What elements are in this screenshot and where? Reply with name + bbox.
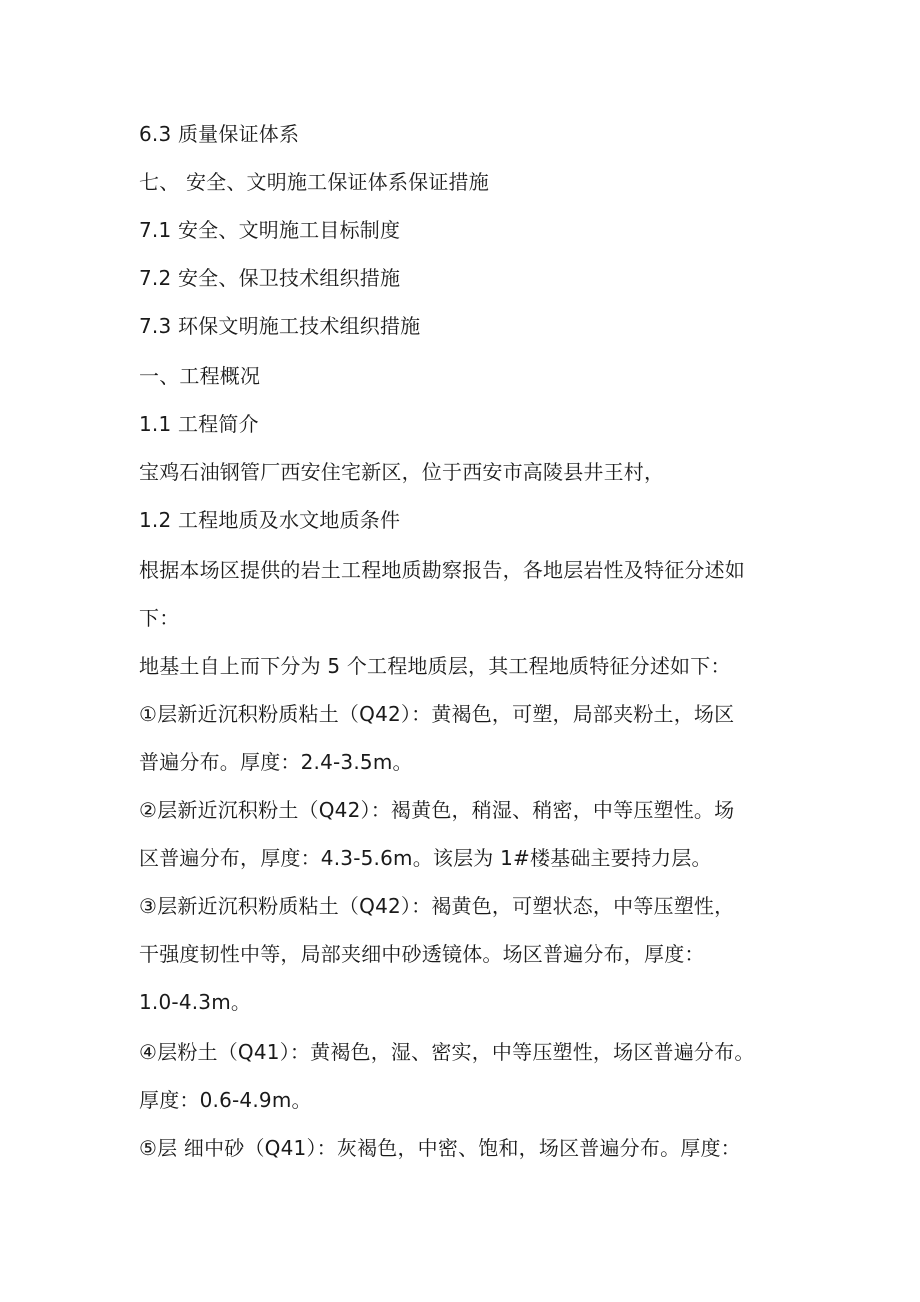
paragraph-line: ⑤层 细中砂（Q41）：灰褐色，中密、饱和，场区普遍分布。厚度： — [139, 1136, 741, 1160]
paragraph-line: 宝鸡石油钢管厂西安住宅新区，位于西安市高陵县井王村， — [139, 460, 665, 484]
paragraph-line: 根据本场区提供的岩土工程地质勘察报告，各地层岩性及特征分述如 — [139, 558, 745, 582]
paragraph-line: 1.0-4.3m。 — [139, 990, 252, 1014]
toc-line-7-3: 7.3 环保文明施工技术组织措施 — [139, 314, 421, 338]
paragraph-line: ③层新近沉积粉质粘土（Q42）：褐黄色，可塑状态，中等压塑性， — [139, 894, 735, 918]
toc-line-7-1: 7.1 安全、文明施工目标制度 — [139, 218, 401, 242]
section-heading-1: 一、工程概况 — [139, 364, 261, 388]
paragraph-line: ①层新近沉积粉质粘土（Q42）：黄褐色，可塑，局部夹粉土，场区 — [139, 702, 735, 726]
toc-line-chapter-7: 七、 安全、文明施工保证体系保证措施 — [139, 170, 489, 194]
paragraph-line: 厚度：0.6-4.9m。 — [139, 1088, 312, 1112]
paragraph-line: ②层新近沉积粉土（Q42）：褐黄色，稍湿、稍密，中等压塑性。场 — [139, 798, 735, 822]
subsection-heading-1-1: 1.1 工程简介 — [139, 412, 259, 436]
paragraph-line: 区普遍分布，厚度：4.3-5.6m。该层为 1#楼基础主要持力层。 — [139, 846, 712, 870]
paragraph-line: 干强度韧性中等，局部夹细中砂透镜体。场区普遍分布，厚度： — [139, 942, 705, 966]
paragraph-line: 普遍分布。厚度：2.4-3.5m。 — [139, 750, 413, 774]
toc-line-6-3: 6.3 质量保证体系 — [139, 122, 300, 146]
subsection-heading-1-2: 1.2 工程地质及水文地质条件 — [139, 508, 401, 532]
paragraph-line: 下： — [139, 606, 180, 630]
toc-line-7-2: 7.2 安全、保卫技术组织措施 — [139, 266, 401, 290]
paragraph-line: 地基土自上而下分为 5 个工程地质层，其工程地质特征分述如下： — [139, 654, 731, 678]
paragraph-line: ④层粉土（Q41）：黄褐色，湿、密实，中等压塑性，场区普遍分布。 — [139, 1040, 755, 1064]
